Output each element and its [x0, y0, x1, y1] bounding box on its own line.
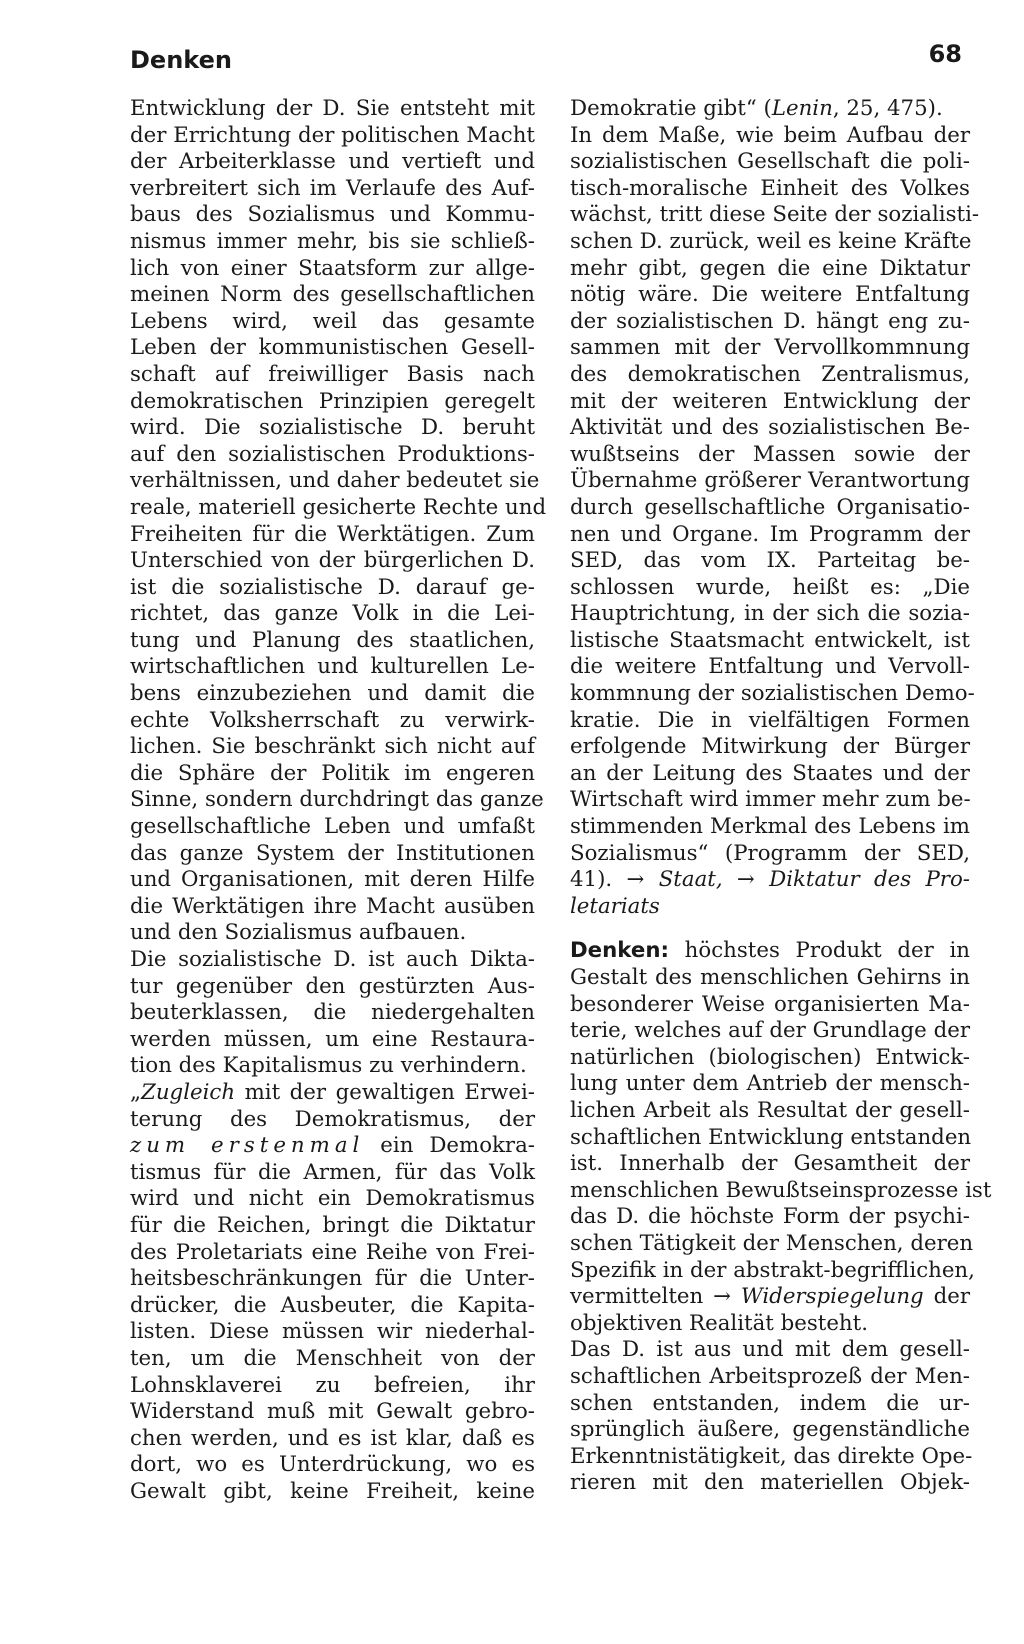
- text-line: tung und Planung des staatlichen,: [130, 627, 535, 653]
- text-line: auf den sozialistischen Produktions-: [130, 441, 535, 467]
- text-line: besonderer Weise organisierten Ma-: [570, 991, 970, 1017]
- text-line: Erkenntnistätigkeit, das direkte Ope-: [570, 1443, 973, 1469]
- text-segment: ein Demokra-: [364, 1133, 536, 1159]
- text-line: der sozialistischen D. hängt eng zu-: [570, 308, 970, 334]
- text-line: [130, 1133, 535, 1160]
- text-line: wirtschaftlichen und kulturellen Le-: [130, 654, 535, 680]
- italic-segment: Zugleich: [141, 1079, 236, 1105]
- entry-headword: Denken:: [570, 938, 669, 964]
- text-segment: höchstes Produkt der in: [669, 938, 970, 964]
- text-line: Lebens wird, weil das gesamte: [130, 308, 535, 334]
- text-segment: der: [923, 1284, 971, 1310]
- text-line: [570, 96, 970, 123]
- text-line: mehr gibt, gegen die eine Diktatur: [570, 255, 970, 281]
- text-line: kratie. Die in vielfältigen Formen: [570, 707, 970, 733]
- text-line: [570, 867, 970, 894]
- text-line: heitsbeschränkungen für die Unter-: [130, 1266, 535, 1292]
- text-line: lichen Arbeit als Resultat der gesell-: [570, 1097, 970, 1123]
- text-line: [570, 938, 970, 965]
- italic-segment: Lenin: [771, 96, 833, 121]
- text-line: drücker, die Ausbeuter, die Kapita-: [130, 1292, 535, 1318]
- text-line: reale, materiell gesicherte Rechte und: [130, 494, 547, 520]
- text-line: Widerstand muß mit Gewalt gebro-: [130, 1399, 535, 1425]
- text-segment: vermittelten: [570, 1284, 714, 1310]
- text-segment: Demokratie gibt“ (: [570, 96, 772, 121]
- text-line: richtet, das ganze Volk in die Lei-: [130, 601, 535, 627]
- text-line: sozialistischen Gesellschaft die poli-: [570, 149, 970, 175]
- text-line: ten, um die Menschheit von der: [130, 1345, 535, 1371]
- text-line: [570, 1284, 970, 1311]
- text-line: listische Staatsmacht entwickelt, ist: [570, 627, 970, 653]
- text-line: schen D. zurück, weil es keine Kräfte: [570, 228, 972, 254]
- text-line: meinen Norm des gesellschaftlichen: [130, 282, 535, 308]
- text-line: verbreitert sich im Verlaufe des Auf-: [130, 175, 535, 201]
- text-line: objektiven Realität besteht.: [570, 1310, 868, 1336]
- text-line: terung des Demokratismus, der: [130, 1106, 535, 1132]
- text-line: Freiheiten für die Werktätigen. Zum: [130, 521, 535, 547]
- text-line: ist die sozialistische D. darauf ge-: [130, 574, 535, 600]
- italic-segment: letariats: [570, 893, 660, 919]
- text-line: schaftlichen Entwicklung entstanden: [570, 1124, 972, 1150]
- text-line: Leben der kommunistischen Gesell-: [130, 335, 535, 361]
- text-line: Das D. ist aus und mit dem gesell-: [570, 1337, 970, 1363]
- text-segment: mit der gewaltigen Erwei-: [235, 1079, 535, 1105]
- text-line: das D. die höchste Form der psychi-: [570, 1204, 970, 1230]
- text-line: schaft auf freiwilliger Basis nach: [130, 361, 535, 387]
- text-line: kommnung der sozialistischen Demo-: [570, 681, 975, 707]
- text-line: sprünglich äußere, gegenständliche: [570, 1417, 970, 1443]
- text-line: dort, wo es Unterdrückung, wo es: [130, 1452, 535, 1478]
- italic-segment: → Widerspiegelung: [713, 1284, 924, 1310]
- text-line: stimmenden Merkmal des Lebens im: [570, 814, 970, 840]
- text-line: schlossen wurde, heißt es: „Die: [570, 574, 970, 600]
- text-line: Aktivität und des sozialistischen Be-: [570, 415, 970, 441]
- text-line: Sozialismus“ (Programm der SED,: [570, 840, 970, 866]
- text-line: mit der weiteren Entwicklung der: [570, 388, 970, 414]
- text-line: tisch-moralische Einheit des Volkes: [570, 175, 970, 201]
- text-line: Unterschied von der bürgerlichen D.: [130, 548, 535, 574]
- text-line: des demokratischen Zentralismus,: [570, 361, 970, 387]
- text-line: tion des Kapitalismus zu verhindern.: [130, 1053, 527, 1079]
- text-line: Die sozialistische D. ist auch Dikta-: [130, 947, 535, 972]
- text-line: Entwicklung der D. Sie entsteht mit: [130, 96, 535, 121]
- text-line: ist. Innerhalb der Gesamtheit der: [570, 1151, 970, 1177]
- text-line: Gewalt gibt, keine Freiheit, keine: [130, 1478, 535, 1504]
- text-line: wird und nicht ein Demokratismus: [130, 1186, 535, 1212]
- text-line: des Proletariats eine Reihe von Frei-: [130, 1239, 535, 1265]
- text-line: die weitere Entfaltung und Vervoll-: [570, 654, 970, 680]
- right-text-column: [570, 96, 992, 1497]
- text-line: SED, das vom IX. Parteitag be-: [570, 548, 970, 574]
- text-line: gesellschaftliche Leben und umfaßt: [130, 814, 535, 840]
- text-line: bens einzubeziehen und damit die: [130, 681, 535, 707]
- text-line: listen. Diese müssen wir niederhal-: [130, 1319, 535, 1345]
- text-line: schaftlichen Arbeitsprozeß der Men-: [570, 1363, 970, 1389]
- text-line: echte Volksherrschaft zu verwirk-: [130, 707, 535, 733]
- text-line: die Werktätigen ihre Macht ausüben: [130, 893, 535, 919]
- text-line: In dem Maße, wie beim Aufbau der: [570, 122, 970, 148]
- text-line: menschlichen Bewußtseinsprozesse ist: [570, 1177, 992, 1203]
- text-line: demokratischen Prinzipien geregelt: [130, 388, 535, 414]
- text-line: für die Reichen, bringt die Diktatur: [130, 1212, 535, 1238]
- text-line: lung unter dem Antrieb der mensch-: [570, 1071, 970, 1097]
- text-line: Spezifik in der abstrakt-begrifflichen,: [570, 1257, 975, 1283]
- text-line: chen werden, und es ist klar, daß es: [130, 1425, 535, 1451]
- text-line: [570, 894, 970, 921]
- text-line: Wirtschaft wird immer mehr zum be-: [570, 787, 971, 813]
- text-line: sammen mit der Vervollkommnung: [570, 335, 970, 361]
- text-segment: , 25, 475).: [832, 96, 943, 121]
- text-line: Lohnsklaverei zu befreien, ihr: [130, 1372, 535, 1398]
- left-text-column: [130, 96, 547, 1505]
- text-line: [130, 1080, 535, 1107]
- text-line: der Errichtung der politischen Macht: [130, 122, 535, 148]
- text-line: und den Sozialismus aufbauen.: [130, 920, 467, 946]
- text-segment: 41).: [570, 867, 627, 893]
- text-line: lich von einer Staatsform zur allge-: [130, 255, 535, 281]
- page-number: 68: [928, 40, 962, 68]
- text-line: tur gegenüber den gestürzten Aus-: [130, 973, 535, 999]
- text-line: nötig wäre. Die weitere Entfaltung: [570, 282, 970, 308]
- text-line: erfolgende Mitwirkung der Bürger: [570, 734, 970, 760]
- text-line: wird. Die sozialistische D. beruht: [130, 415, 535, 441]
- text-segment: „: [130, 1079, 142, 1105]
- text-line: durch gesellschaftliche Organisatio-: [570, 494, 970, 520]
- paragraph-gap: [570, 920, 970, 938]
- text-line: und Organisationen, mit deren Hilfe: [130, 867, 535, 893]
- text-line: Übernahme größerer Verantwortung: [570, 468, 970, 494]
- text-line: schen Tätigkeit der Menschen, deren: [570, 1230, 974, 1256]
- text-line: schen entstanden, indem die ur-: [570, 1390, 970, 1416]
- text-line: nen und Organe. Im Programm der: [570, 521, 970, 547]
- text-line: werden müssen, um eine Restaura-: [130, 1026, 535, 1052]
- spaced-emphasis: zum erstenmal: [130, 1133, 365, 1159]
- text-line: der Arbeiterklasse und vertieft und: [130, 149, 535, 175]
- text-line: verhältnissen, und daher bedeutet sie: [130, 468, 540, 494]
- text-line: beuterklassen, die niedergehalten: [130, 1000, 535, 1026]
- text-line: terie, welches auf der Grundlage der: [570, 1018, 970, 1044]
- text-line: das ganze System der Institutionen: [130, 840, 535, 866]
- text-line: wächst, tritt diese Seite der sozialisti-: [570, 202, 980, 228]
- text-line: lichen. Sie beschränkt sich nicht auf: [130, 734, 535, 760]
- text-line: an der Leitung des Staates und der: [570, 760, 970, 786]
- text-line: nismus immer mehr, bis sie schließ-: [130, 228, 535, 254]
- italic-segment: → Staat, → Diktatur des Pro-: [626, 867, 970, 893]
- text-line: tismus für die Armen, für das Volk: [130, 1159, 535, 1185]
- text-line: rieren mit den materiellen Objek-: [570, 1470, 970, 1496]
- text-line: Hauptrichtung, in der sich die sozia-: [570, 601, 970, 627]
- text-line: die Sphäre der Politik im engeren: [130, 760, 535, 786]
- text-line: baus des Sozialismus und Kommu-: [130, 202, 535, 228]
- text-line: Sinne, sondern durchdringt das ganze: [130, 787, 544, 813]
- text-line: natürlichen (biologischen) Entwick-: [570, 1044, 970, 1070]
- text-line: wußtseins der Massen sowie der: [570, 441, 970, 467]
- running-head: Denken: [130, 46, 232, 74]
- text-line: Gestalt des menschlichen Gehirns in: [570, 965, 970, 990]
